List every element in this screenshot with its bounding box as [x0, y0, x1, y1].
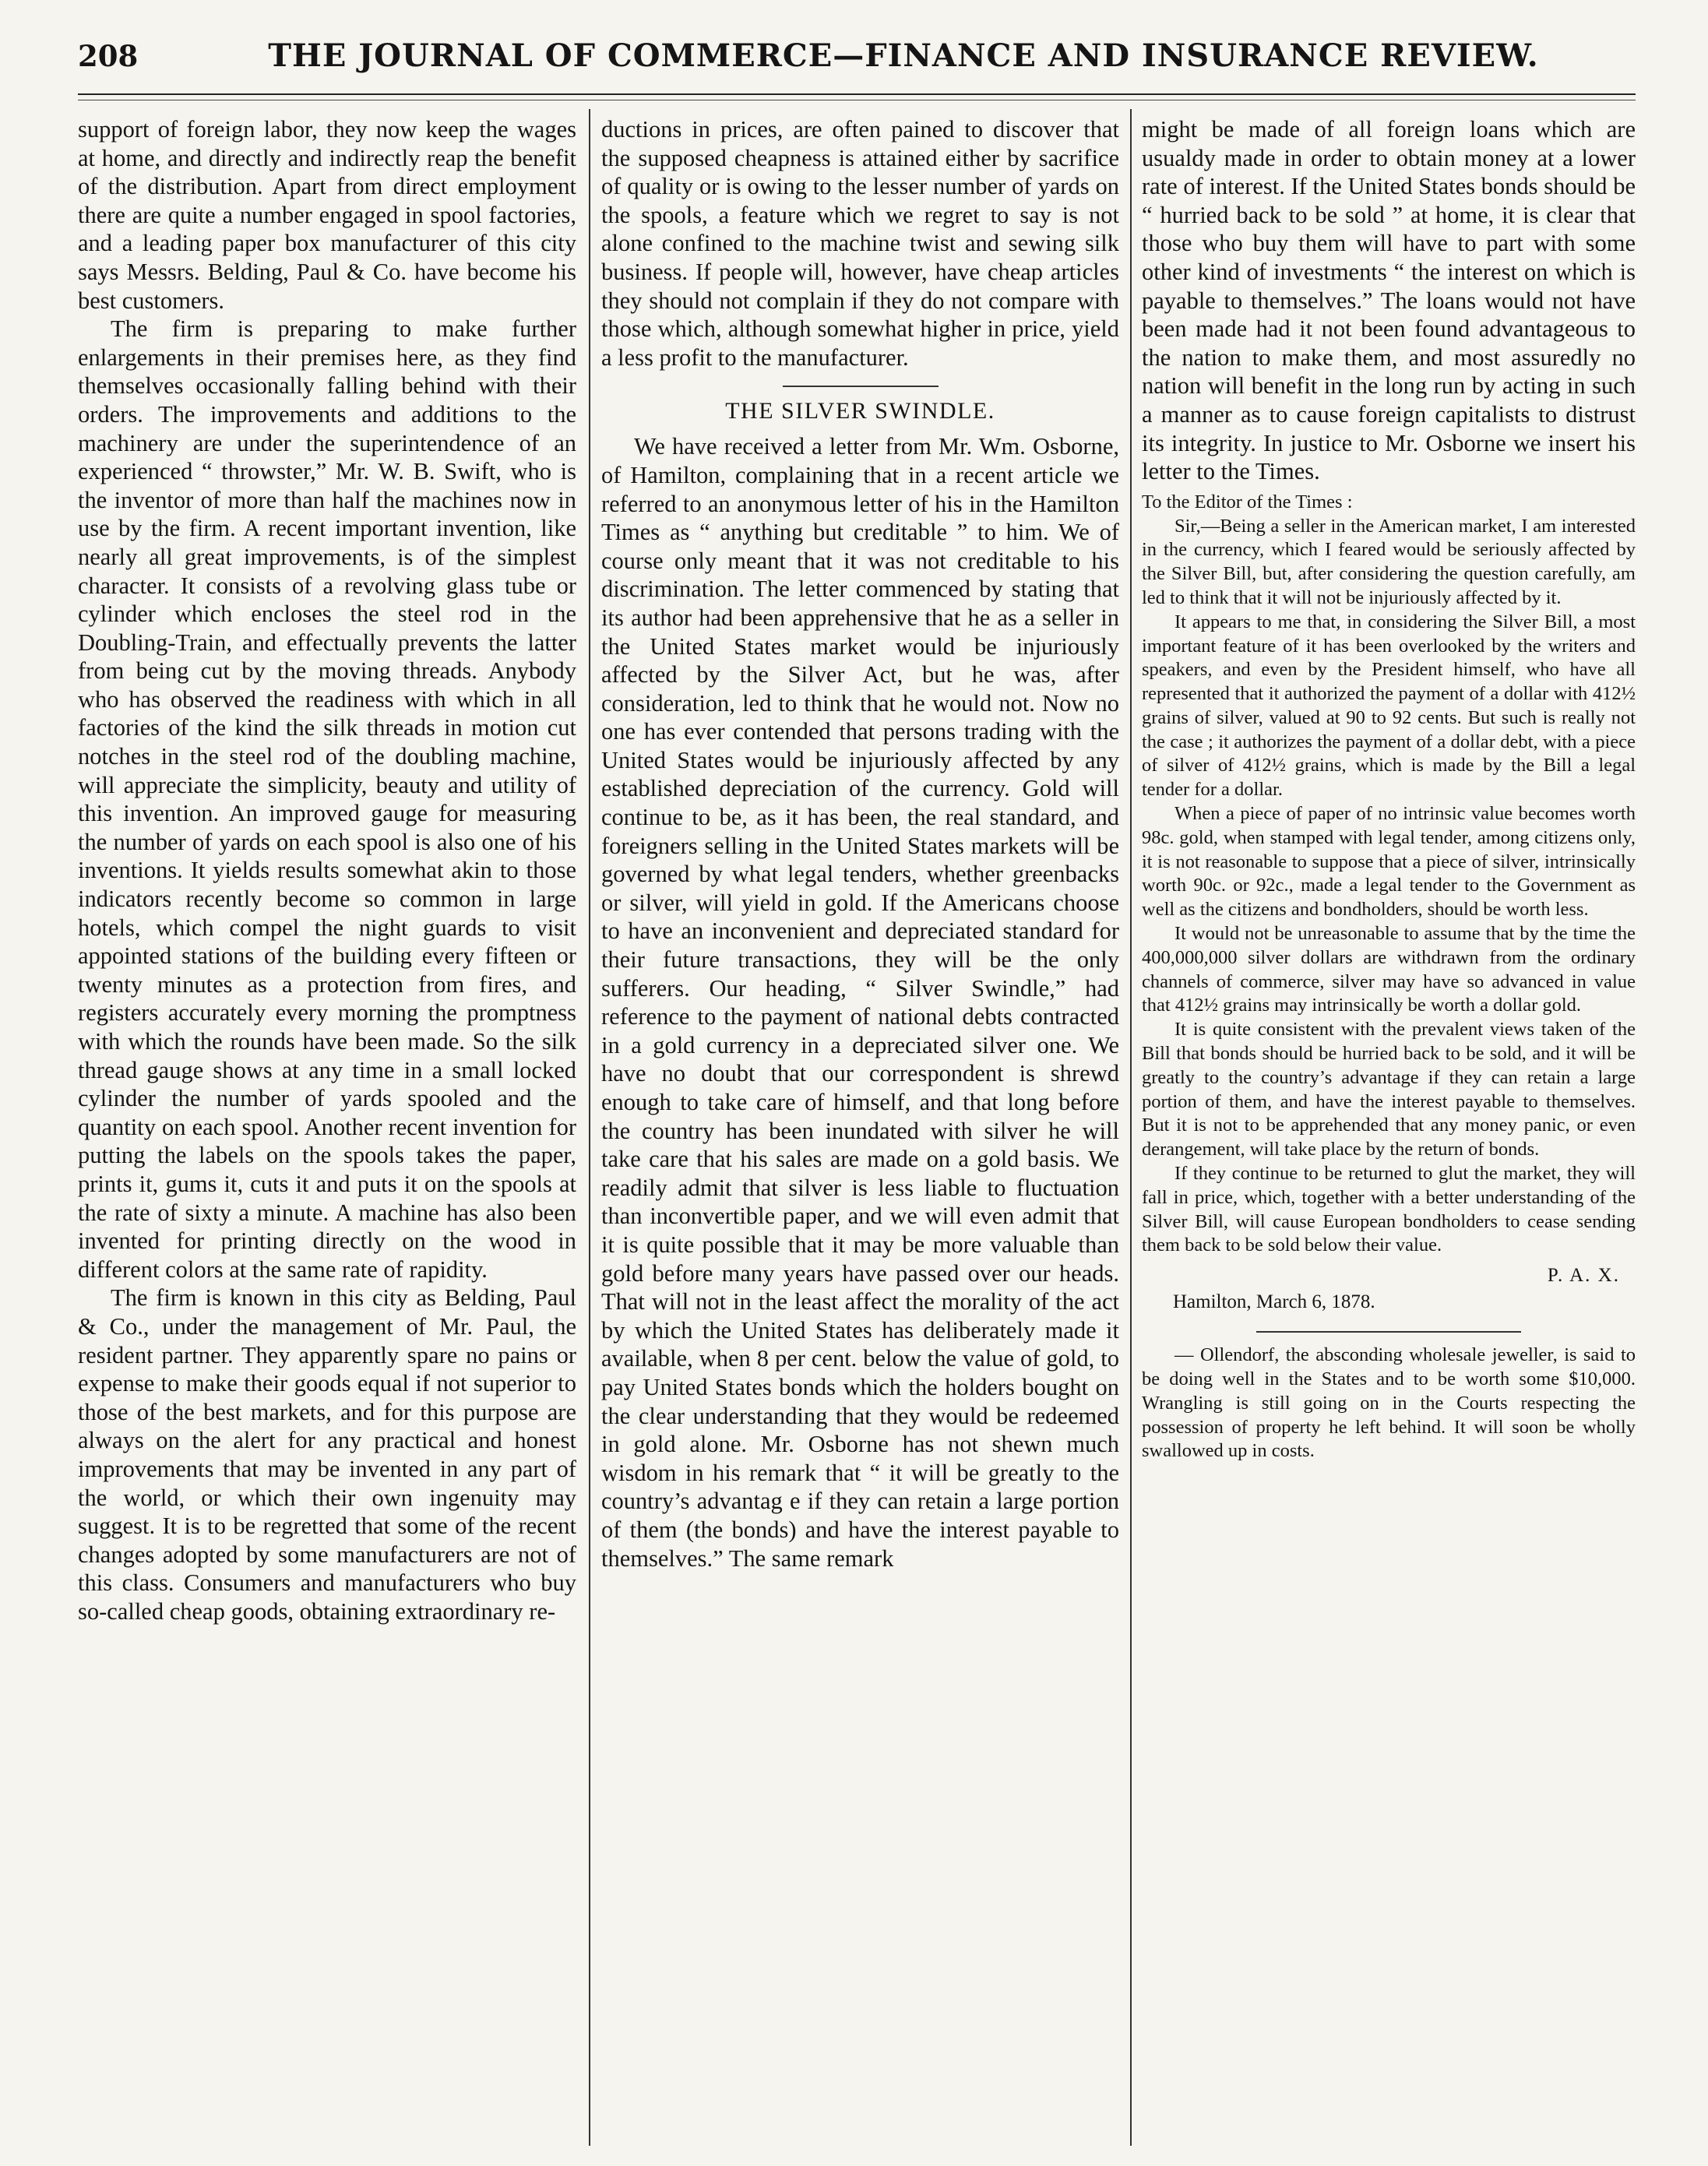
letter-paragraph: It would not be unreasonable to assume that by the time the 400,000,000 silver dollars are withdrawn from the ordinary channels of commerce, silver may have so advanced in value that 412½ grains may intrinsically be worth a dollar gold. — [1142, 923, 1636, 1016]
paragraph: The firm is preparing to make further enlargements in their premises here, as they find themselves occasionally falling behind with their orders. The improvements and additions to the machinery are under the superintendence of an experienced “ throwster,” Mr. W. B. Swift, who is the inventor of more than half the machines now in use by the firm. A recent important invention, like nearly all great improvements, is of the simplest character. It consists of a revolving glass tube or cylinder which encloses the steel rod in the Doubling-Train, and effectually prevents the latter from being cut by the moving threads. Anybody who has observed the readiness with which in all factories of the kind the silk threads in motion cut notches in the steel rod of the doubling machine, will appreciate the simplicity, beauty and utility of this invention. An improved gauge for measuring the number of yards on each spool is also one of his inventions. It yields results somewhat akin to those indicators recently become so common in large hotels, which compel the night guards to visit appointed stations of the building every fifteen or twenty minutes as a protection from fires, and registers accurately every morning the promptness with which the rounds have been made. So the silk thread gauge shows at any time in a small locked cylinder the number of yards spooled and the quantity on each spool. Another recent invention for putting the labels on the spools takes the paper, prints it, gums it, cuts it and puts it on the spools at the rate of sixty a minute. A machine has also been invented for printing directly on the wood in different colors at the same rate of rapidity. — [78, 315, 576, 1283]
running-title: THE JOURNAL OF COMMERCE—FINANCE AND INSURANCE REVIEW. — [268, 37, 1539, 74]
column-1 — [78, 115, 576, 2140]
page-number: 208 — [78, 39, 139, 73]
article-heading: THE SILVER SWINDLE. — [725, 398, 995, 424]
letter-paragraph: It is quite consistent with the prevalent views taken of the Bill that bonds should be hurried back to be sold, and it will be greatly to the country’s advantage if they can retain a large portion of them, and have the interest payable to themselves. But it is not to be apprehended that any money panic, or even derangement, will take place by the return of bonds. — [1142, 1019, 1636, 1160]
page-header — [78, 31, 1636, 86]
paragraph: We have received a letter from Mr. Wm. Osborne, of Hamilton, complaining that in a recent article we referred to an anonymous letter of his in the Hamilton Times as “ anything but creditable ” to him. We of course only meant that it was not creditable to his discrimination. The letter commenced by stating that its author had been apprehensive that he as a seller in the United States market would be injuriously affected by the Silver Act, but he was, after consideration, led to think that he would not. Now no one has ever contended that persons trading with the United States would be injuriously affected by any established depreciation of the currency. Gold will continue to be, as it has been, the real standard, and foreigners selling in the United States markets will be governed by what legal tenders, whether greenbacks or silver, will yield in gold. If the Americans choose to have an inconvenient and depreciated standard for their future transactions, they will be the only sufferers. Our heading, “ Silver Swindle,” had reference to the payment of national debts contracted in a gold currency in a depreciated silver one. We have no doubt that our correspondent is shrewd enough to take care of himself, and that long before the country has been inundated with silver he will take care that his sales are made on a gold basis. We readily admit that silver is less liable to fluctuation than inconvertible paper, and we will even admit that it is quite possible that it may be more valuable than gold before many years have passed over our heads. That will not in the least affect the morality of the act by which the United States has deliberately made it available, when 8 per cent. below the value of gold, to pay United States bonds which the holders bought on the clear understanding that they would be redeemed in gold alone. Mr. Osborne has not shewn much wisdom in his remark that “ it will be greatly to the country’s advantag e if they can retain a large portion of them (the bonds) and have the interest payable to themselves.” The same remark — [601, 433, 1119, 1572]
column-divider — [1130, 109, 1132, 2146]
letter-paragraph: It appears to me that, in considering the Silver Bill, a most important feature of it has been overlooked by the writers and speakers, and even by the President himself, who have all represented that it authorized the payment of a dollar with 412½ grains of silver, valued at 90 to 92 cents. But such is really not the case ; it authorizes the payment of a dollar debt, with a piece of silver of 412½ grains, which is made by the Bill a legal tender for a dollar. — [1142, 611, 1636, 801]
article-divider — [1256, 1331, 1521, 1333]
letter-paragraph: Sir,—Being a seller in the American market, I am interested in the currency, which I feared would be seriously affected by the Silver Bill, but, after considering the question carefully, am led to think that it will not be injuriously affected by it. — [1142, 515, 1636, 608]
column-divider — [589, 109, 590, 2146]
header-rule — [78, 93, 1636, 95]
paragraph: The firm is known in this city as Belding, Paul & Co., under the management of Mr. Paul, the resident partner. They apparently spare no pains or expense to make their goods equal if not superior to those of the best markets, and for this purpose are always on the alert for any practical and honest improvements that may be invented in any part of the world, or which their own ingenuity may suggest. It is to be regretted that some of the recent changes adopted by some manufacturers are not of this class. Consumers and manufacturers who buy so-called cheap goods, obtaining extraordinary re- — [78, 1284, 576, 1625]
news-note: — Ollendorf, the absconding wholesale jeweller, is said to be doing well in the States and to be worth some $10,000. Wrangling is still going on in the Courts respecting the possession of property he left behind. It will soon be wholly swallowed up in costs. — [1142, 1344, 1636, 1462]
paragraph: might be made of all foreign loans which are usualdy made in order to obtain money at a lower rate of interest. If the United States bonds should be “ hurried back to be sold ” at home, it is clear that those who buy them will have to part with some other kind of investments “ the interest on which is payable to themselves.” The loans would not have been made had it not been found advantageous to the nation to make them, and most assuredly no nation will benefit in the long run by acting in such a manner as to cause foreign capitalists to distrust its integrity. In justice to Mr. Osborne we insert his letter to the Times. — [1142, 116, 1636, 485]
letter-salutation: To the Editor of the Times : — [1142, 491, 1353, 512]
article-divider — [783, 386, 939, 387]
letter-dateline: Hamilton, March 6, 1878. — [1173, 1291, 1375, 1313]
paragraph: support of foreign labor, they now keep the wages at home, and directly and indirectly reap the benefit of the distribution. Apart from direct employment there are quite a number engaged in spool factories, and a leading paper box manufacturer of this city says Messrs. Belding, Paul & Co. have become his best customers. — [78, 116, 576, 314]
column-3 — [1142, 115, 1636, 2140]
letter-paragraph: If they continue to be returned to glut the market, they will fall in price, which, together with a better understanding of the Silver Bill, will cause European bondholders to cease sending them back to be sold below their value. — [1142, 1163, 1636, 1256]
column-2 — [601, 115, 1119, 2140]
letter-paragraph: When a piece of paper of no intrinsic value becomes worth 98c. gold, when stamped with legal tender, among citizens only, it is not reasonable to suppose that a piece of silver, intrinsically worth 90c. or 92c., made a legal tender to the Government as well as the citizens and bondholders, should be worth less. — [1142, 803, 1636, 921]
letter-signature: P. A. X. — [1547, 1265, 1620, 1287]
paragraph: ductions in prices, are often pained to discover that the supposed cheapness is attained either by sacrifice of quality or is owing to the lesser number of yards on the spools, a feature which we regret to say is not alone confined to the machine twist and sewing silk business. If people will, however, have cheap articles they should not complain if they do not compare with those which, although somewhat higher in price, yield a less profit to the manufacturer. — [601, 116, 1119, 371]
